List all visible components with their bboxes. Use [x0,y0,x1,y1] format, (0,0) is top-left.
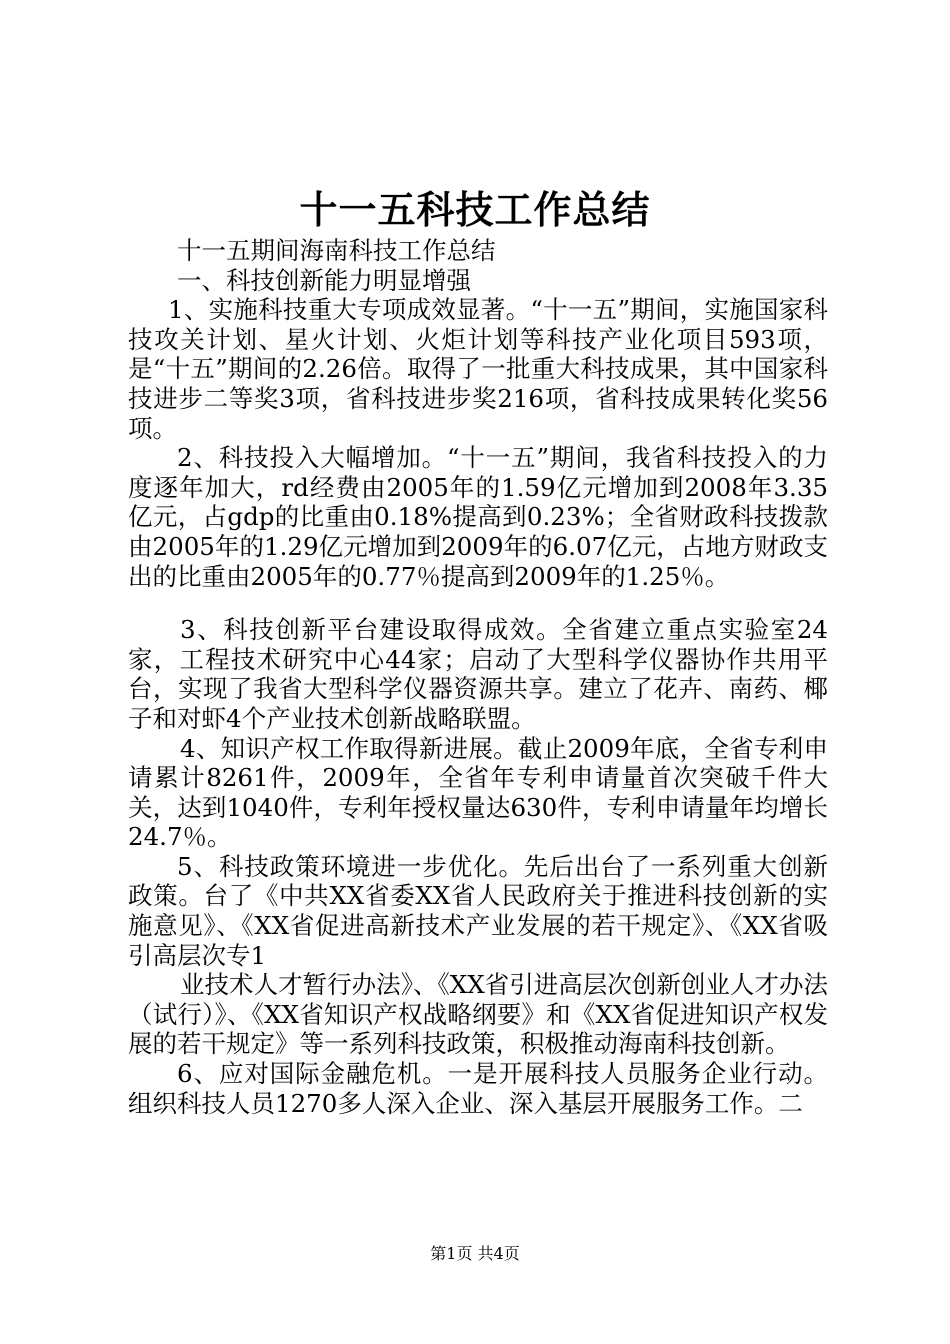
paragraph-5-continued: 业技术人才暂行办法》、《XX省引进高层次创新创业人才办法（试行）》、《XX省知识产权战略纲要》和《XX省促进知识产权发展的若干规定》等一系列科技政策，积极推动海南科技创新。 [128,970,828,1059]
paragraph-2: 2、科技投入大幅增加。“十一五”期间，我省科技投入的力度逐年加大，rd经费由2005年的1.59亿元增加到2008年3.35亿元，占gdp的比重由0.18%提高到0.23%；全省财政科技拨款由2005年的1.29亿元增加到2009年的6.07亿元，占地方财政支出的比重由2005年的0.77％提高到2009年的1.25％。 [128,443,828,591]
section-heading: 一、科技创新能力明显增强 [177,265,471,295]
paragraph-6: 6、应对国际金融危机。一是开展科技人员服务企业行动。组织科技人员1270多人深入企业、深入基层开展服务工作。二 [128,1059,828,1118]
document-subtitle: 十一五期间海南科技工作总结 [177,236,496,265]
paragraph-5: 5、科技政策环境进一步优化。先后出台了一系列重大创新政策。台了《中共XX省委XX省人民政府关于推进科技创新的实施意见》、《XX省促进高新技术产业发展的若干规定》、《XX省吸引高层次专1 [128,851,828,970]
page-indicator: 第1页 共4页 [430,1244,520,1263]
paragraph-gap [128,591,828,615]
document-body [128,236,828,1118]
document-title: 十一五科技工作总结 [299,187,651,232]
paragraph-3: 3、科技创新平台建设取得成效。全省建立重点实验室24家，工程技术研究中心44家；启动了大型科学仪器协作共用平台，实现了我省大型科学仪器资源共享。建立了花卉、南药、椰子和对虾4个产业技术创新战略联盟。 [128,615,828,733]
paragraph-4: 4、知识产权工作取得新进展。截止2009年底，全省专利申请累计8261件，2009年，全省年专利申请量首次突破千件大关，达到1040件，专利年授权量达630件，专利申请量年均增长24.7％。 [128,733,828,852]
paragraph-1: 1、实施科技重大专项成效显著。“十一五”期间，实施国家科技攻关计划、星火计划、火炬计划等科技产业化项目593项，是“十五”期间的2.26倍。取得了一批重大科技成果，其中国家科技进步二等奖3项，省科技进步奖216项，省科技成果转化奖56项。 [128,295,828,443]
